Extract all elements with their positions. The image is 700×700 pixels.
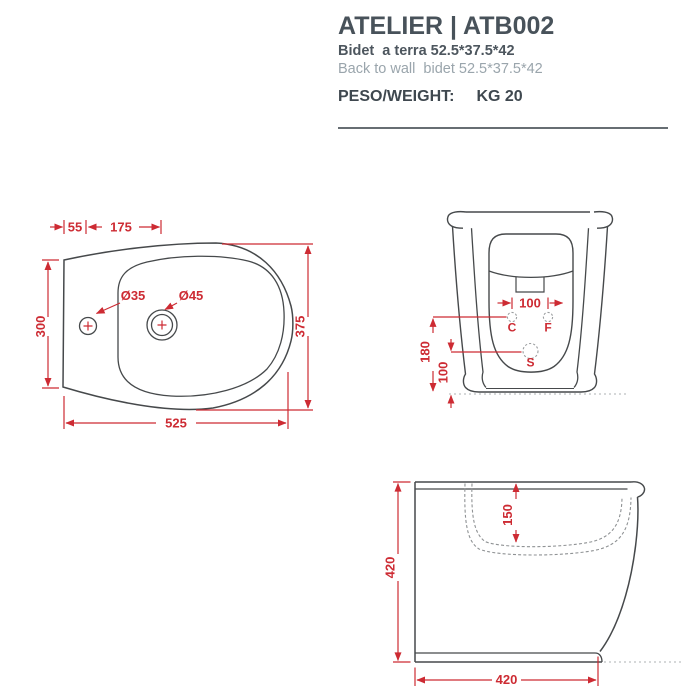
plan-view [33,220,313,431]
side-front-curve [600,497,638,652]
dim-bowl-depth-text: 150 [500,504,515,526]
label-hole-s: S [526,355,535,370]
front-left-capital [448,212,467,229]
label-faucet-diameter: Ø35 [120,288,146,303]
dim-tap-hole-spacing [498,296,563,311]
dim-back-width-text: 300 [33,315,48,338]
side-base-top [415,653,602,662]
front-left-column-outer [453,227,480,393]
dim-drain-hole-height-text: 100 [435,361,451,384]
bidet-outline-plan [63,243,293,409]
front-right-capital [594,212,613,229]
dim-overall-length-text: 525 [165,415,187,431]
dim-bowl-depth [500,484,516,542]
dim-overall-height [383,482,411,662]
dim-overall-width [196,244,313,410]
subtitle-english: Back to wall bidet 52.5*37.5*42 [338,61,543,77]
side-bowl-dashed-outer [465,484,631,556]
drain-hole-crosshair [158,321,167,330]
dim-tap-hole-height-text: 180 [417,341,433,363]
callout-drain-diameter [165,288,203,310]
faucet-hole-crosshair [84,322,93,331]
dim-overall-depth-text: 420 [495,672,518,687]
dim-faucet-to-drain: 175 [110,219,132,235]
dim-overall-height-text: 420 [382,556,398,579]
dim-drain-hole-height [436,339,522,408]
dim-tap-hole-spacing-text: 100 [519,295,541,311]
subtitle-italian: Bidet a terra 52.5*37.5*42 [338,43,515,59]
front-right-column-outer [581,227,608,393]
label-hole-f: F [544,320,552,335]
product-title: ATELIER | ATB002 [338,12,555,40]
label-drain-diameter: Ø45 [178,288,204,303]
bidet-rim-plan [118,256,284,396]
side-view [383,482,685,687]
weight-label: PESO/WEIGHT: [338,88,455,105]
callout-faucet-diameter [97,288,146,314]
label-hole-c: C [507,320,517,335]
front-view [418,212,629,408]
front-overflow-slot [516,277,544,293]
front-right-column-inner [574,228,589,387]
side-front-curl [631,482,645,497]
side-bowl-dashed-inner [472,484,622,547]
dim-overall-width-text: 375 [292,315,308,338]
dim-overall-depth [415,657,598,688]
dim-back-width [33,260,59,388]
dim-tap-hole-height [418,317,507,391]
front-left-column-inner [472,228,487,387]
dim-faucet-offset: 55 [67,219,83,235]
dim-overall-length [64,372,288,431]
front-bowl-rim-line [489,271,573,277]
dim-top-chain [50,220,161,235]
weight-value: KG 20 [476,88,523,105]
